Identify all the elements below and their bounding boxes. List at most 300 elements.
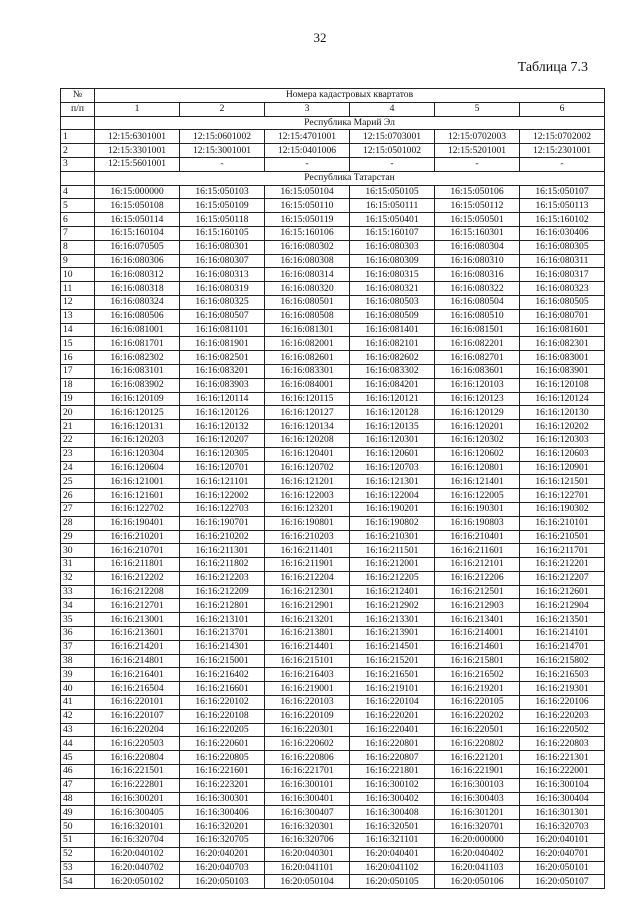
table-row [61, 351, 605, 365]
cadastral-number-cell: 16:16:222801 [95, 778, 180, 792]
table-row [61, 682, 605, 696]
cadastral-number-cell: 16:16:221301 [520, 751, 605, 765]
column-header: 6 [520, 102, 605, 116]
row-number: 11 [61, 282, 95, 296]
table-row [61, 668, 605, 682]
cadastral-number-cell: 16:16:080303 [350, 240, 435, 254]
row-number: 22 [61, 433, 95, 447]
row-number: 29 [61, 530, 95, 544]
cadastral-number-cell: 16:20:050103 [180, 875, 265, 889]
region-row [61, 116, 605, 130]
cadastral-number-cell: 16:16:222001 [520, 765, 605, 779]
table-row [61, 268, 605, 282]
row-number: 18 [61, 378, 95, 392]
cadastral-number-cell: 16:16:121101 [180, 475, 265, 489]
cadastral-number-cell: 16:16:220601 [180, 737, 265, 751]
cadastral-number-cell: 16:16:214301 [180, 640, 265, 654]
cadastral-number-cell: 16:16:212208 [95, 585, 180, 599]
cadastral-number-cell: 16:20:041102 [350, 861, 435, 875]
cadastral-number-cell: 16:16:320703 [520, 820, 605, 834]
cadastral-number-cell: 16:16:080312 [95, 268, 180, 282]
table-row [61, 240, 605, 254]
cadastral-number-cell: 16:16:300104 [520, 778, 605, 792]
cadastral-number-cell: 16:16:080506 [95, 309, 180, 323]
cadastral-number-cell: 16:15:050112 [435, 199, 520, 213]
cadastral-number-cell: 16:16:300403 [435, 792, 520, 806]
table-row [61, 185, 605, 199]
region-number-cell [61, 116, 95, 130]
cadastral-number-cell: 16:15:050111 [350, 199, 435, 213]
cadastral-number-cell: 16:16:214001 [435, 627, 520, 641]
cadastral-number-cell: 16:16:212204 [265, 571, 350, 585]
cadastral-number-cell: 16:15:050113 [520, 199, 605, 213]
cadastral-number-cell: 16:16:220806 [265, 751, 350, 765]
cadastral-number-cell: 16:16:120603 [520, 447, 605, 461]
cadastral-number-cell: 16:16:123201 [265, 502, 350, 516]
cadastral-number-cell: 16:16:190301 [435, 502, 520, 516]
row-number: 27 [61, 502, 95, 516]
cadastral-number-cell: 16:16:220802 [435, 737, 520, 751]
cadastral-number-cell: 16:16:082602 [350, 351, 435, 365]
cadastral-number-cell: 16:16:120114 [180, 392, 265, 406]
cadastral-number-cell: 16:16:220807 [350, 751, 435, 765]
cadastral-number-cell: 16:16:223201 [180, 778, 265, 792]
cadastral-number-cell: 16:16:084201 [350, 378, 435, 392]
row-number: 40 [61, 682, 95, 696]
cadastral-number-cell: 16:16:120201 [435, 420, 520, 434]
cadastral-number-cell: 16:16:190802 [350, 516, 435, 530]
cadastral-number-cell: 16:20:041103 [435, 861, 520, 875]
cadastral-number-cell: 16:16:211901 [265, 558, 350, 572]
cadastral-number-cell: 16:16:300103 [435, 778, 520, 792]
table-row [61, 433, 605, 447]
cadastral-number-cell: 16:16:080310 [435, 254, 520, 268]
cadastral-number-cell: 16:16:212601 [520, 585, 605, 599]
table-row [61, 157, 605, 171]
cadastral-number-cell: 16:16:216504 [95, 682, 180, 696]
cadastral-number-cell: 16:16:212701 [95, 599, 180, 613]
table-row [61, 309, 605, 323]
table-row [61, 226, 605, 240]
row-number: 53 [61, 861, 95, 875]
cadastral-number-cell: - [520, 157, 605, 171]
cadastral-number-cell: 16:15:050401 [350, 213, 435, 227]
cadastral-number-cell: 16:16:080315 [350, 268, 435, 282]
cadastral-number-cell: 16:16:216403 [265, 668, 350, 682]
cadastral-number-cell: 16:16:083001 [520, 351, 605, 365]
table-row [61, 378, 605, 392]
row-number: 3 [61, 157, 95, 171]
cadastral-number-cell: 16:15:000000 [95, 185, 180, 199]
cadastral-number-cell: 16:16:212501 [435, 585, 520, 599]
row-number: 46 [61, 765, 95, 779]
row-number: 33 [61, 585, 95, 599]
table-row [61, 461, 605, 475]
cadastral-number-cell: 16:16:081501 [435, 323, 520, 337]
cadastral-number-cell: 16:16:216501 [350, 668, 435, 682]
cadastral-number-cell: 16:16:120703 [350, 461, 435, 475]
row-number: 24 [61, 461, 95, 475]
cadastral-number-cell: 16:16:082701 [435, 351, 520, 365]
cadastral-number-cell: 16:16:212205 [350, 571, 435, 585]
cadastral-number-cell: 12:15:0703001 [350, 130, 435, 144]
row-number: 17 [61, 364, 95, 378]
cadastral-number-cell: 16:16:081301 [265, 323, 350, 337]
cadastral-number-cell: 16:16:212902 [350, 599, 435, 613]
cadastral-number-cell: 16:15:050114 [95, 213, 180, 227]
cadastral-number-cell: 12:15:6301001 [95, 130, 180, 144]
table-row [61, 199, 605, 213]
cadastral-number-cell: 16:16:080509 [350, 309, 435, 323]
cadastral-number-cell: 16:16:120305 [180, 447, 265, 461]
row-number: 36 [61, 627, 95, 641]
cadastral-number-cell: 16:16:080508 [265, 309, 350, 323]
cadastral-number-cell: 16:16:210202 [180, 530, 265, 544]
cadastral-number-cell: 16:15:050107 [520, 185, 605, 199]
row-number: 20 [61, 406, 95, 420]
cadastral-number-cell: 16:20:040701 [520, 847, 605, 861]
cadastral-number-cell: 16:16:080305 [520, 240, 605, 254]
cadastral-number-cell: 16:16:080307 [180, 254, 265, 268]
cadastral-number-cell: 16:16:080317 [520, 268, 605, 282]
cadastral-number-cell: 16:16:320101 [95, 820, 180, 834]
row-number: 47 [61, 778, 95, 792]
row-number: 13 [61, 309, 95, 323]
table-row [61, 696, 605, 710]
cadastral-number-cell: 16:16:190201 [350, 502, 435, 516]
cadastral-number-cell: 16:16:121601 [95, 489, 180, 503]
cadastral-number-cell: 16:16:120801 [435, 461, 520, 475]
cadastral-number-cell: 16:16:215802 [520, 654, 605, 668]
cadastral-number-cell: 16:16:216502 [435, 668, 520, 682]
column-header: 2 [180, 102, 265, 116]
cadastral-quarters-table [60, 88, 605, 889]
cadastral-number-cell: 16:15:160104 [95, 226, 180, 240]
cadastral-number-cell: 16:16:081701 [95, 337, 180, 351]
cadastral-number-cell: 16:16:122002 [180, 489, 265, 503]
cadastral-number-cell: 16:16:120401 [265, 447, 350, 461]
cadastral-number-cell: 16:16:120130 [520, 406, 605, 420]
table-row [61, 627, 605, 641]
table-row [61, 751, 605, 765]
table-row [61, 723, 605, 737]
cadastral-number-cell: 16:16:215101 [265, 654, 350, 668]
cadastral-number-cell: 16:16:214701 [520, 640, 605, 654]
cadastral-number-cell: 16:16:221601 [180, 765, 265, 779]
cadastral-number-cell: 16:16:220602 [265, 737, 350, 751]
group-header: Номера кадастровых квартатов [95, 89, 605, 103]
table-title: Таблица 7.3 [517, 60, 588, 75]
cadastral-number-cell: 16:16:080308 [265, 254, 350, 268]
cadastral-number-cell: 16:16:301201 [435, 806, 520, 820]
cadastral-number-cell: 16:20:000000 [435, 834, 520, 848]
row-number: 6 [61, 213, 95, 227]
table-row [61, 337, 605, 351]
cadastral-number-cell: 16:16:220204 [95, 723, 180, 737]
cadastral-number-cell: 16:16:212801 [180, 599, 265, 613]
row-number: 23 [61, 447, 95, 461]
table-row [61, 820, 605, 834]
cadastral-number-cell: 16:16:120303 [520, 433, 605, 447]
cadastral-number-cell: 16:16:214401 [265, 640, 350, 654]
cadastral-number-cell: 16:16:083901 [520, 364, 605, 378]
region-name: Республика Марий Эл [95, 116, 605, 130]
table-row [61, 599, 605, 613]
cadastral-number-cell: 16:15:050106 [435, 185, 520, 199]
cadastral-number-cell: 12:15:3001001 [180, 144, 265, 158]
cadastral-number-cell: 16:16:083201 [180, 364, 265, 378]
cadastral-number-cell: 16:16:219301 [520, 682, 605, 696]
table-row [61, 654, 605, 668]
row-number: 9 [61, 254, 95, 268]
table-body [61, 116, 605, 889]
cadastral-number-cell: 16:20:040702 [95, 861, 180, 875]
cadastral-number-cell: 16:16:210301 [350, 530, 435, 544]
cadastral-number-cell: 16:16:121401 [435, 475, 520, 489]
table-row [61, 420, 605, 434]
cadastral-number-cell: - [265, 157, 350, 171]
cadastral-number-cell: 16:16:084001 [265, 378, 350, 392]
cadastral-number-cell: 16:16:220201 [350, 709, 435, 723]
cadastral-number-cell: 16:15:050110 [265, 199, 350, 213]
row-number: 5 [61, 199, 95, 213]
table-row [61, 130, 605, 144]
cadastral-number-cell: 16:16:320706 [265, 834, 350, 848]
row-number: 32 [61, 571, 95, 585]
header-row-top [61, 89, 605, 103]
cadastral-number-cell: 16:16:120604 [95, 461, 180, 475]
cadastral-number-cell: 16:16:212903 [435, 599, 520, 613]
table-row [61, 447, 605, 461]
cadastral-number-cell: - [350, 157, 435, 171]
cadastral-number-cell: 16:20:050101 [520, 861, 605, 875]
table-row [61, 516, 605, 530]
cadastral-number-cell: 16:16:190701 [180, 516, 265, 530]
table-row [61, 254, 605, 268]
cadastral-number-cell: 16:16:082302 [95, 351, 180, 365]
row-number: 41 [61, 696, 95, 710]
cadastral-number-cell: 12:15:0501002 [350, 144, 435, 158]
row-number: 8 [61, 240, 95, 254]
row-number: 19 [61, 392, 95, 406]
cadastral-number-cell: 16:16:220203 [520, 709, 605, 723]
row-number: 16 [61, 351, 95, 365]
cadastral-number-cell: 16:20:040301 [265, 847, 350, 861]
cadastral-number-cell: 16:16:300405 [95, 806, 180, 820]
table-row [61, 847, 605, 861]
row-number: 4 [61, 185, 95, 199]
cadastral-number-cell: 16:16:213001 [95, 613, 180, 627]
cadastral-number-cell: 16:20:050107 [520, 875, 605, 889]
table-row [61, 295, 605, 309]
cadastral-number-cell: 16:16:220804 [95, 751, 180, 765]
cadastral-number-cell: 16:15:160106 [265, 226, 350, 240]
cadastral-number-cell: 16:16:120125 [95, 406, 180, 420]
cadastral-number-cell: 16:16:120124 [520, 392, 605, 406]
cadastral-number-cell: 16:20:040102 [95, 847, 180, 861]
cadastral-number-cell: 16:16:081101 [180, 323, 265, 337]
cadastral-number-cell: 16:16:214601 [435, 640, 520, 654]
cadastral-number-cell: 16:16:080304 [435, 240, 520, 254]
cadastral-number-cell: 16:16:083302 [350, 364, 435, 378]
row-number: 21 [61, 420, 95, 434]
cadastral-number-cell: 16:16:080319 [180, 282, 265, 296]
cadastral-number-cell: 16:16:080503 [350, 295, 435, 309]
cadastral-number-cell: 16:16:321101 [350, 834, 435, 848]
table-row [61, 392, 605, 406]
column-header: 4 [350, 102, 435, 116]
cadastral-number-cell: 16:16:121501 [520, 475, 605, 489]
cadastral-number-cell: 16:16:220301 [265, 723, 350, 737]
region-row [61, 171, 605, 185]
cadastral-number-cell: 16:16:211701 [520, 544, 605, 558]
number-column-subheader: п/п [61, 102, 95, 116]
cadastral-number-cell: 16:16:220104 [350, 696, 435, 710]
cadastral-number-cell: 16:16:083902 [95, 378, 180, 392]
cadastral-number-cell: 16:16:120602 [435, 447, 520, 461]
table-row [61, 144, 605, 158]
table-row [61, 364, 605, 378]
table-row [61, 737, 605, 751]
cadastral-number-cell: 16:16:219101 [350, 682, 435, 696]
cadastral-number-cell: 16:20:050102 [95, 875, 180, 889]
cadastral-number-cell: 16:16:212203 [180, 571, 265, 585]
cadastral-number-cell: 16:16:120302 [435, 433, 520, 447]
row-number: 52 [61, 847, 95, 861]
header-row-bottom [61, 102, 605, 116]
cadastral-number-cell: 16:16:120103 [435, 378, 520, 392]
cadastral-number-cell: 16:16:212301 [265, 585, 350, 599]
cadastral-number-cell: 16:16:213701 [180, 627, 265, 641]
cadastral-number-cell: 16:16:210203 [265, 530, 350, 544]
cadastral-number-cell: 16:16:214801 [95, 654, 180, 668]
cadastral-number-cell: 16:16:122702 [95, 502, 180, 516]
cadastral-number-cell: 16:16:190803 [435, 516, 520, 530]
cadastral-number-cell: 16:15:160107 [350, 226, 435, 240]
cadastral-number-cell: 16:16:211601 [435, 544, 520, 558]
cadastral-number-cell: 16:16:120123 [435, 392, 520, 406]
cadastral-number-cell: 16:16:080302 [265, 240, 350, 254]
row-number: 1 [61, 130, 95, 144]
cadastral-number-cell: 16:16:081401 [350, 323, 435, 337]
cadastral-number-cell: 16:16:080324 [95, 295, 180, 309]
table-row [61, 778, 605, 792]
cadastral-number-cell: 12:15:5601001 [95, 157, 180, 171]
row-number: 26 [61, 489, 95, 503]
cadastral-number-cell: 16:16:120304 [95, 447, 180, 461]
cadastral-number-cell: 16:16:120129 [435, 406, 520, 420]
row-number: 43 [61, 723, 95, 737]
cadastral-number-cell: 16:16:080323 [520, 282, 605, 296]
cadastral-number-cell: 16:16:220107 [95, 709, 180, 723]
cadastral-number-cell: 16:16:082501 [180, 351, 265, 365]
cadastral-number-cell: 16:15:050104 [265, 185, 350, 199]
cadastral-number-cell: 16:16:082201 [435, 337, 520, 351]
cadastral-number-cell: 16:16:120208 [265, 433, 350, 447]
cadastral-number-cell: 16:16:080316 [435, 268, 520, 282]
cadastral-number-cell: 16:16:219001 [265, 682, 350, 696]
cadastral-number-cell: 16:16:080322 [435, 282, 520, 296]
cadastral-number-cell: 16:16:120126 [180, 406, 265, 420]
table-row [61, 475, 605, 489]
table-row [61, 613, 605, 627]
cadastral-number-cell: 16:16:190302 [520, 502, 605, 516]
cadastral-number-cell: 16:16:212401 [350, 585, 435, 599]
row-number: 37 [61, 640, 95, 654]
cadastral-number-cell: 16:16:082001 [265, 337, 350, 351]
cadastral-number-cell: 16:16:320201 [180, 820, 265, 834]
cadastral-number-cell: 16:16:220205 [180, 723, 265, 737]
cadastral-number-cell: 16:16:215201 [350, 654, 435, 668]
cadastral-number-cell: 16:16:120132 [180, 420, 265, 434]
cadastral-number-cell: 16:16:221201 [435, 751, 520, 765]
cadastral-number-cell: 16:15:050501 [435, 213, 520, 227]
table-row [61, 282, 605, 296]
cadastral-number-cell: 12:15:0601002 [180, 130, 265, 144]
cadastral-number-cell: 16:16:301301 [520, 806, 605, 820]
cadastral-number-cell: 16:16:080701 [520, 309, 605, 323]
cadastral-number-cell: 16:16:120702 [265, 461, 350, 475]
cadastral-number-cell: 16:16:081601 [520, 323, 605, 337]
row-number: 2 [61, 144, 95, 158]
cadastral-number-cell: 16:16:220102 [180, 696, 265, 710]
cadastral-number-cell: 16:16:220103 [265, 696, 350, 710]
cadastral-number-cell: 16:16:070505 [95, 240, 180, 254]
cadastral-number-cell: 16:16:216601 [180, 682, 265, 696]
cadastral-number-cell: 16:16:220501 [435, 723, 520, 737]
cadastral-number-cell: 16:16:080311 [520, 254, 605, 268]
row-number: 48 [61, 792, 95, 806]
cadastral-number-cell: 16:16:214201 [95, 640, 180, 654]
cadastral-number-cell: 16:16:212101 [435, 558, 520, 572]
cadastral-number-cell: 16:16:221701 [265, 765, 350, 779]
table-row [61, 765, 605, 779]
cadastral-number-cell: 16:16:083101 [95, 364, 180, 378]
cadastral-number-cell: 16:15:160301 [435, 226, 520, 240]
row-number: 49 [61, 806, 95, 820]
table-row [61, 875, 605, 889]
cadastral-number-cell: 16:16:211401 [265, 544, 350, 558]
cadastral-number-cell: 16:16:220106 [520, 696, 605, 710]
cadastral-number-cell: 16:15:050109 [180, 199, 265, 213]
cadastral-number-cell: 16:16:214101 [520, 627, 605, 641]
row-number: 7 [61, 226, 95, 240]
cadastral-number-cell: 16:16:220109 [265, 709, 350, 723]
cadastral-number-cell: 16:16:120127 [265, 406, 350, 420]
cadastral-number-cell: 16:20:040703 [180, 861, 265, 875]
cadastral-number-cell: 16:16:080504 [435, 295, 520, 309]
cadastral-number-cell: 16:16:120901 [520, 461, 605, 475]
column-header: 1 [95, 102, 180, 116]
cadastral-number-cell: 16:16:211802 [180, 558, 265, 572]
table-row [61, 861, 605, 875]
table-row [61, 544, 605, 558]
cadastral-number-cell: 16:16:080318 [95, 282, 180, 296]
cadastral-number-cell: 16:16:220401 [350, 723, 435, 737]
cadastral-number-cell: 16:16:213601 [95, 627, 180, 641]
row-number: 35 [61, 613, 95, 627]
cadastral-number-cell: 16:16:214501 [350, 640, 435, 654]
cadastral-number-cell: 16:16:221501 [95, 765, 180, 779]
column-header: 5 [435, 102, 520, 116]
cadastral-number-cell: 16:16:220108 [180, 709, 265, 723]
region-number-cell [61, 171, 95, 185]
cadastral-number-cell: 16:20:050106 [435, 875, 520, 889]
cadastral-number-cell: 16:16:082301 [520, 337, 605, 351]
row-number: 25 [61, 475, 95, 489]
table-row [61, 323, 605, 337]
cadastral-number-cell: 16:16:080313 [180, 268, 265, 282]
